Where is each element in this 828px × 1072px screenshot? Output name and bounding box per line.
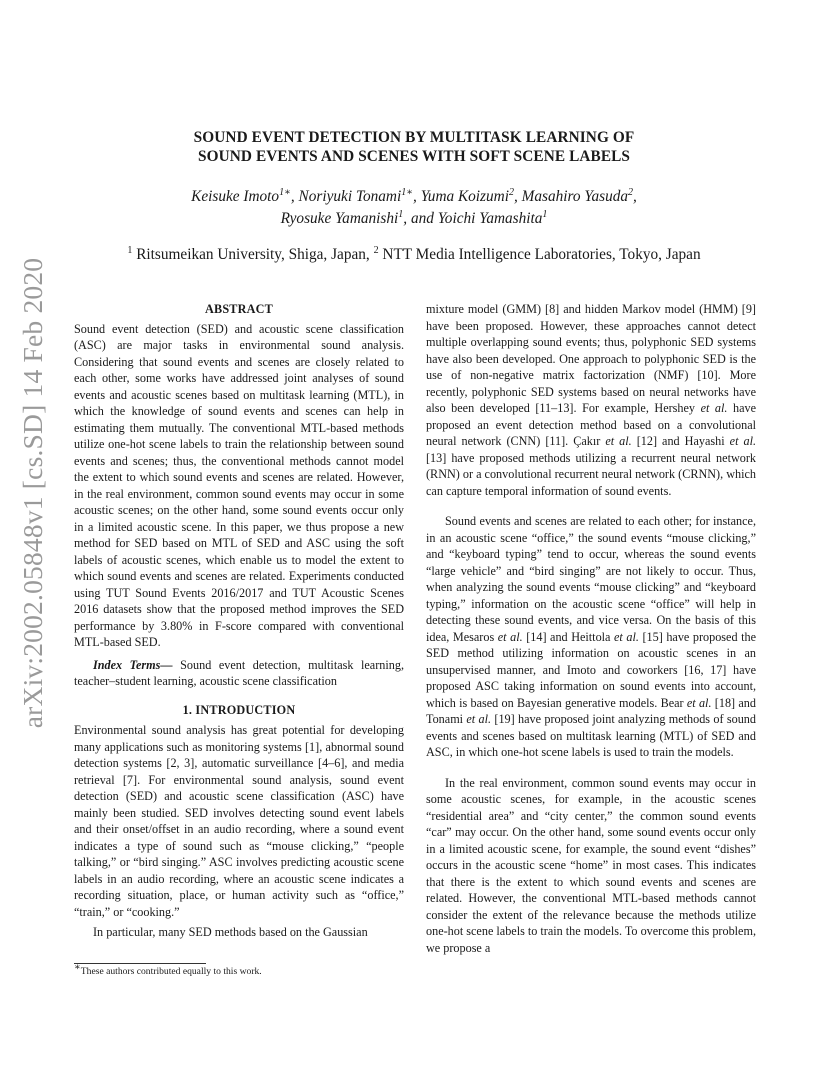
author-affil-mark: 2 bbox=[628, 186, 634, 198]
etal-italic: et al. bbox=[466, 712, 492, 726]
text-run: [12] and Hayashi bbox=[631, 434, 730, 448]
text-run: [18] and Tonami bbox=[426, 695, 756, 726]
index-terms bbox=[74, 657, 404, 690]
affiliations bbox=[90, 245, 738, 265]
affil-mark: 2 bbox=[373, 244, 379, 256]
index-terms-label: Index Terms— bbox=[93, 657, 173, 672]
author-affil-mark: 1∗ bbox=[279, 186, 291, 198]
title-line-2: SOUND EVENTS AND SCENES WITH SOFT SCENE LABELS bbox=[197, 148, 631, 165]
footnote-rule bbox=[74, 963, 206, 964]
etal-italic: et al. bbox=[686, 695, 712, 710]
footnote-mark: ∗ bbox=[74, 961, 81, 973]
intro-paragraph-1: Environmental sound analysis has great potential for developing many applications such as monitoring systems [1], abnormal sound detection systems [2, 3], automatic surveillance [4–6], and media retrieval [7]. For environmental sound analysis, sound event detection (SED) and acoustic scene classification (ASC) have mainly been studied. SED involves detecting sound event labels and their onset/offset in an audio recording, where a sound event indicates a type of sound such as “mouse clicking,” “people talking,” or “bird singing.” ASC involves predicting acoustic scene labels in an audio recording, where an acoustic scene indicates a recording situation, place, or human activity such as “office,” “train,” or “cooking.” bbox=[74, 723, 404, 919]
etal-italic: et al. bbox=[605, 434, 632, 448]
author-name: Noriyuki Tonami bbox=[298, 188, 402, 205]
text-run: have proposed an event detection method based on a convolutional neural network (CNN) [11]. Çakır bbox=[426, 401, 756, 448]
author-name: Masahiro Yasuda bbox=[521, 188, 629, 205]
author-list bbox=[100, 186, 728, 230]
author-affil-mark: 2 bbox=[508, 186, 514, 198]
paper-title bbox=[100, 128, 728, 166]
abstract-heading: ABSTRACT bbox=[205, 302, 273, 316]
text-run: [14] and Heittola bbox=[522, 629, 615, 644]
author-affil-mark: 1 bbox=[398, 208, 404, 220]
text-run: Sound events and scenes are related to each other; for instance, in an acoustic scene “office,” the sound events “mouse clicking,” and “keyboard typing” tend to occur, whereas the sound events “large vehicle” and “bird singing” are not likely to occur. Thus, when analyzing the sound events “mouse clicking” and “keyboard typing,” information on the acoustic scene “office” will help in detecting these sound events, and vice versa. On the basis of this idea, Mesaros bbox=[426, 514, 756, 644]
etal-italic: et al. bbox=[700, 401, 728, 415]
introduction-heading: 1. INTRODUCTION bbox=[182, 702, 296, 717]
text-run: [19] have proposed joint analyzing methods of sound events and scenes based on multitask learning (MTL) of SED and ASC, in which one-hot scene labels is used to train the models. bbox=[426, 712, 756, 759]
index-terms-text: Sound event detection, multitask learning, teacher–student learning, acoustic scene classification bbox=[74, 657, 404, 688]
author-line-2: Ryosuke Yamanishi$^1$, and Yoichi Yamashita$^1$ bbox=[280, 208, 548, 227]
etal-italic: et al. bbox=[614, 629, 639, 644]
affiliation-2: NTT Media Intelligence Laboratories, Tokyo, Japan bbox=[382, 246, 701, 263]
etal-italic: et al. bbox=[729, 434, 757, 448]
author-name: Ryosuke Yamanishi bbox=[280, 210, 399, 227]
author-affil-mark: 1∗ bbox=[401, 186, 414, 198]
intro-paragraph-2: In particular, many SED methods based on the Gaussian bbox=[93, 925, 368, 939]
etal-italic: et al. bbox=[497, 629, 523, 644]
author-name: Keisuke Imoto bbox=[191, 188, 280, 205]
text-run: [13] have proposed methods utilizing a recurrent neural network (RNN) or a convolutional recurrent neural network (CRNN), which can capture temporal information of sound events. bbox=[426, 450, 756, 498]
arxiv-stamp bbox=[17, 258, 49, 728]
affil-mark: 1 bbox=[127, 244, 133, 256]
text-run: [15] have proposed the SED method utilizing information on acoustic scenes in an unsupervised manner, and Imoto and coworkers [16, 17] have proposed ASC taking information on sound events into account, which is based on Bayesian generative models. Bear bbox=[426, 629, 756, 710]
right-paragraph-1 bbox=[426, 301, 756, 499]
right-paragraph-3: In the real environment, common sound events may occur in some acoustic scenes, for example, in the acoustic scenes “residential area” and “city center,” the common sound events “car” may occur. On the other hand, some sound events occur only in a limited acoustic scene, for example, the sound event “dishes” occurs in the acoustic scene “home” in most cases. This indicates that there is the extent to which sound events and scenes are related. However, the conventional MTL-based methods cannot consider the extent of the relevance because the methods utilize one-hot scene labels to train the models. To overcome this problem, we propose a bbox=[426, 775, 756, 955]
right-paragraph-2 bbox=[426, 513, 756, 761]
title-line-1: SOUND EVENT DETECTION BY MULTITASK LEARNING OF bbox=[193, 129, 635, 146]
text-run: mixture model (GMM) [8] and hidden Markov model (HMM) [9] have been proposed. However, these approaches cannot detect multiple overlapping sound events; thus, polyphonic SED systems have also been developed. One approach to polyphonic SED is the use of non-negative matrix factorization (NMF) [10]. More recently, polyphonic SED systems based on neural networks have also been developed [11–13]. For example, Hershey bbox=[426, 302, 756, 415]
author-line-1: Keisuke Imoto$^{1∗}$, Noriyuki Tonami$^{1∗}$, Yuma Koizumi$^2$, Masahiro Yasuda$^2$, bbox=[191, 186, 637, 205]
footnote-text: These authors contributed equally to this work. bbox=[80, 966, 262, 977]
author-name: and Yoichi Yamashita bbox=[410, 210, 543, 227]
affiliation-1: Ritsumeikan University, Shiga, Japan, bbox=[136, 246, 370, 263]
arxiv-stamp-text: arXiv:2002.05848v1 [cs.SD] 14 Feb 2020 bbox=[17, 257, 49, 729]
left-column bbox=[74, 301, 404, 941]
abstract-text: Sound event detection (SED) and acoustic scene classification (ASC) are major tasks in environmental sound analysis. Considering that sound events and scenes are closely related to each other, some works have addressed joint analyses of sound events and acoustic scenes based on multitask learning (MTL), in which the knowledge of sound events and scenes can help in estimating them mutually. The conventional MTL-based methods utilize one-hot scene labels to train the relationship between sound events and scenes; thus, the conventional methods cannot model the extent to which sound events and scenes are related. However, in the real environment, common sound events may occur in some acoustic scenes; on the other hand, some sound events occur only in a limited acoustic scene. In this paper, we thus propose a new method for SED based on MTL of SED and ASC using the soft labels of acoustic scenes, which enable us to model the extent to which sound events and scenes are related. Experiments conducted using TUT Sound Events 2016/2017 and TUT Acoustic Scenes 2016 datasets show that the proposed method improves the SED performance by 3.80% in F-score compared with conventional MTL-based SED. bbox=[74, 321, 404, 649]
author-affil-mark: 1 bbox=[542, 208, 548, 220]
author-name: Yuma Koizumi bbox=[420, 188, 509, 205]
footnote bbox=[74, 961, 262, 978]
right-column bbox=[426, 301, 756, 956]
